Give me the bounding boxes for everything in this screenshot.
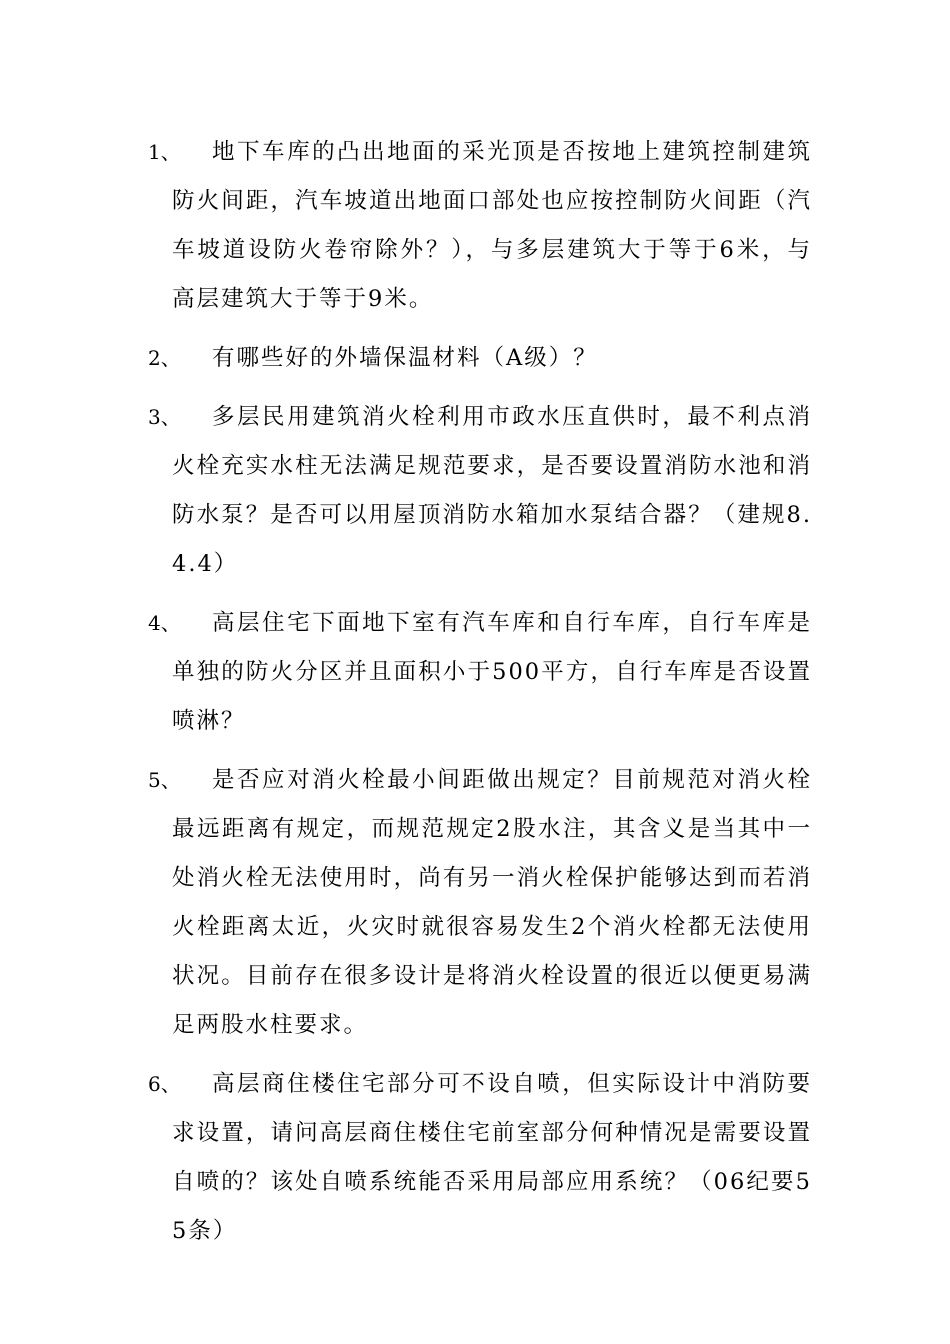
question-text: 是否应对消火栓最小间距做出规定？目前规范对消火栓最远距离有规定，而规范规定2股水注，其含义是当其中一处消火栓无法使用时，尚有另一消火栓保护能够达到而若消火栓距离太近，火灾时就很容易发生2个消火栓都无法使用状况。目前存在很多设计是将消火栓设置的很近以便更易满足两股水柱要求。: [172, 767, 812, 1038]
question-list: [0, 128, 950, 1266]
question-item-4: [0, 599, 950, 746]
question-number: 6、: [148, 1072, 181, 1096]
question-number: 1、: [148, 140, 181, 164]
question-number: 3、: [148, 405, 181, 429]
question-text: 高层住宅下面地下室有汽车库和自行车库，自行车库是单独的防火分区并且面积小于500平方，自行车库是否设置喷淋？: [172, 610, 812, 734]
question-text: 地下车库的凸出地面的采光顶是否按地上建筑控制建筑防火间距，汽车坡道出地面口部处也应按控制防火间距（汽车坡道设防火卷帘除外？），与多层建筑大于等于6米，与高层建筑大于等于9米。: [172, 139, 812, 312]
question-text: 有哪些好的外墙保温材料（A级）？: [212, 345, 598, 371]
question-item-2: [0, 334, 950, 383]
question-number: 5、: [148, 768, 181, 792]
question-item-6: [0, 1060, 950, 1256]
question-number: 2、: [148, 346, 181, 370]
question-text: 多层民用建筑消火栓利用市政水压直供时，最不利点消火栓充实水柱无法满足规范要求，是否要设置消防水池和消防水泵？是否可以用屋顶消防水箱加水泵结合器？（建规8.4.4）: [172, 404, 812, 577]
question-item-3: [0, 393, 950, 589]
question-item-5: [0, 756, 950, 1050]
question-number: 4、: [148, 611, 181, 635]
question-text: 高层商住楼住宅部分可不设自喷，但实际设计中消防要求设置，请问高层商住楼住宅前室部分何种情况是需要设置自喷的？该处自喷系统能否采用局部应用系统？（06纪要55条）: [172, 1071, 812, 1244]
question-item-1: [0, 128, 950, 324]
